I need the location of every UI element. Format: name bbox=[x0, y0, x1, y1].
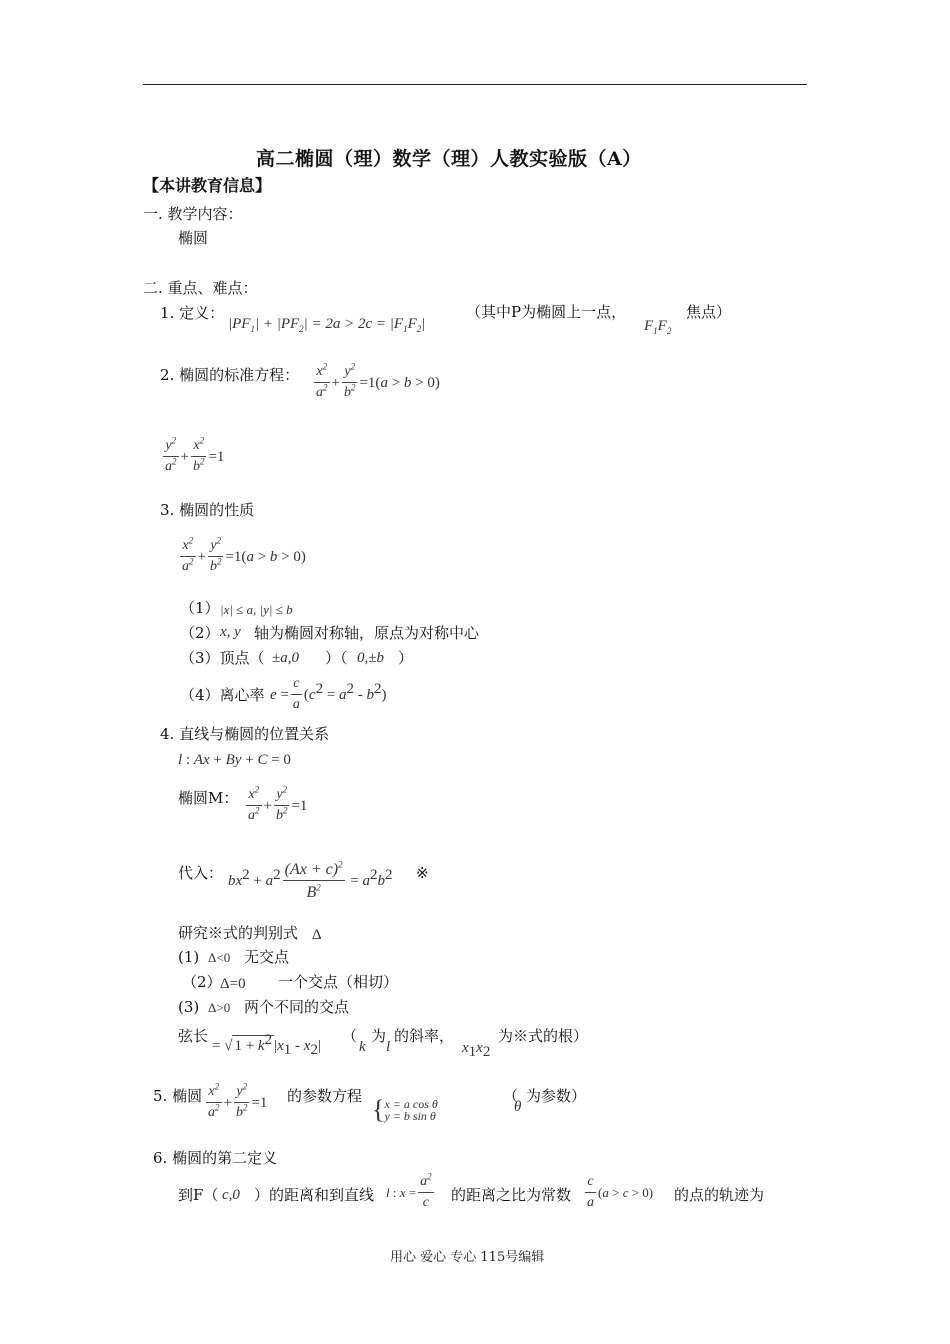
case-1-text: 无交点 bbox=[244, 948, 290, 966]
properties-eq: $\frac{x^2}{a^2}$ + $\frac{y^2}{b^2}$ =1(a > b > 0) bbox=[182, 535, 306, 574]
chord-line-l: l bbox=[386, 1039, 391, 1055]
property-3-mid: ）（ bbox=[325, 649, 348, 667]
properties-label: 3. 椭圆的性质 bbox=[160, 501, 255, 519]
property-2-text: 轴为椭圆对称轴，原点为对称中心 bbox=[254, 624, 480, 642]
ellipse-m-equation: $\frac{x^2}{a^2}$ + $\frac{y^2}{b^2}$ =1 bbox=[248, 784, 308, 823]
standard-eq-2: $\frac{y^2}{a^2}$ + $\frac{x^2}{b^2}$ =1 bbox=[165, 435, 225, 474]
property-1-formula: |x| ≤ a, |y| ≤ b bbox=[220, 602, 293, 617]
property-3-label: （3）顶点（ bbox=[180, 649, 265, 667]
case-2-label: （2） bbox=[182, 973, 222, 991]
definition-note: （其中P为椭圆上一点， bbox=[466, 303, 627, 321]
property-4-label: （4）离心率 bbox=[180, 686, 265, 704]
section-1-content: 椭圆 bbox=[178, 229, 209, 247]
chord-roots: $x_1x_2$ bbox=[462, 1040, 491, 1060]
definition-foci: $F_1F_2$ bbox=[644, 318, 672, 336]
parametric-y: y = b sin θ bbox=[384, 1108, 436, 1123]
property-3-vertex-1: ±a,0 bbox=[272, 650, 299, 666]
case-3-condition: Δ>0 bbox=[208, 1000, 231, 1015]
case-3-label: (3) bbox=[178, 998, 200, 1016]
page-footer: 用心 爱心 专心 115号编辑 bbox=[390, 1250, 545, 1265]
line-equation: l : Ax + By + C = 0 bbox=[178, 752, 291, 768]
section-1-heading: 一. 教学内容： bbox=[143, 205, 243, 223]
discriminant-text: 研究※式的判别式 bbox=[178, 924, 299, 942]
line-ellipse-label: 4. 直线与椭圆的位置关系 bbox=[160, 725, 330, 743]
second-definition-point: c,0 bbox=[222, 1187, 240, 1203]
property-4-formula: e = $\frac{c}{a}$ $(c^2 = a^2 - b^2)$ bbox=[270, 676, 387, 712]
property-2-label: （2） bbox=[180, 624, 220, 642]
property-3-end: ） bbox=[398, 649, 414, 667]
property-2-vars: x, y bbox=[220, 624, 241, 640]
case-2-condition: Δ=0 bbox=[220, 976, 246, 992]
second-definition-text-3: 的距离之比为常数 bbox=[451, 1186, 572, 1204]
chord-label: 弦长 bbox=[178, 1027, 209, 1045]
chord-note-end: 为※式的根） bbox=[498, 1027, 589, 1045]
chord-note-wei: 为 bbox=[371, 1027, 387, 1045]
case-2-text: 一个交点（相切） bbox=[278, 973, 399, 991]
parametric-note-end: 为参数） bbox=[526, 1087, 587, 1105]
property-3-vertex-2: 0,±b bbox=[357, 650, 384, 666]
parametric-ellipse-eq: $\frac{x^2}{a^2}$ + $\frac{y^2}{b^2}$ =1 bbox=[208, 1081, 268, 1120]
substitute-mark: ※ bbox=[416, 864, 429, 882]
second-definition-label: 6. 椭圆的第二定义 bbox=[153, 1149, 278, 1167]
property-1-label: （1） bbox=[180, 599, 220, 617]
chord-note-slope: 的斜率， bbox=[394, 1027, 455, 1045]
discriminant-symbol: Δ bbox=[312, 927, 322, 943]
chord-formula: = √ $1 + k^2$ $|x_1 - x_2|$ bbox=[212, 1032, 321, 1058]
case-1-label: (1) bbox=[178, 948, 200, 966]
definition-formula: $|PF_1| + |PF_2| = 2a > 2c = |F_1F_2|$ bbox=[228, 316, 426, 334]
second-definition-text-2: ）的距离和到直线 bbox=[254, 1186, 375, 1204]
substitute-label: 代入： bbox=[178, 864, 224, 882]
definition-label: 1. 定义： bbox=[160, 304, 225, 322]
chord-note-open: （ bbox=[342, 1027, 358, 1045]
parametric-x: x = a cos θ bbox=[384, 1096, 438, 1111]
chord-slope-k: k bbox=[359, 1039, 366, 1055]
second-definition-text-4: 的点的轨迹为 bbox=[674, 1186, 765, 1204]
standard-eq-1: $\frac{x^2}{a^2}$ + $\frac{y^2}{b^2}$ =1(a > b > 0) bbox=[316, 361, 440, 400]
page-title: 高二椭圆（理）数学（理）人教实验版（A） bbox=[256, 148, 642, 170]
header-rule bbox=[143, 84, 807, 85]
section-2-heading: 二. 重点、难点： bbox=[143, 279, 258, 297]
ellipse-m-label: 椭圆M： bbox=[178, 789, 239, 807]
case-3-text: 两个不同的交点 bbox=[244, 998, 350, 1016]
second-definition-ratio: $\frac{c}{a}$ (a > c > 0) bbox=[587, 1174, 654, 1210]
definition-note-end: 焦点） bbox=[686, 303, 732, 321]
parametric-label: 5. 椭圆 bbox=[153, 1087, 203, 1105]
section-info: 【本讲教育信息】 bbox=[143, 176, 272, 195]
case-1-condition: Δ<0 bbox=[208, 950, 231, 965]
parametric-system: {x = a cos θ y = b sin θ bbox=[372, 1095, 438, 1124]
second-definition-directrix: l : x = $\frac{a^2}{c}$ bbox=[386, 1171, 432, 1210]
parametric-note-open: （ bbox=[503, 1087, 519, 1105]
second-definition-text-1: 到F（ bbox=[178, 1186, 219, 1204]
parametric-theta: θ bbox=[514, 1099, 522, 1115]
standard-eq-label: 2. 椭圆的标准方程： bbox=[160, 366, 300, 384]
parametric-text: 的参数方程 bbox=[287, 1087, 363, 1105]
substitute-equation: $bx^2 + a^2$ $\frac{(Ax + c)^2}{B^2}$ = $a^2b^2$ bbox=[228, 859, 393, 902]
